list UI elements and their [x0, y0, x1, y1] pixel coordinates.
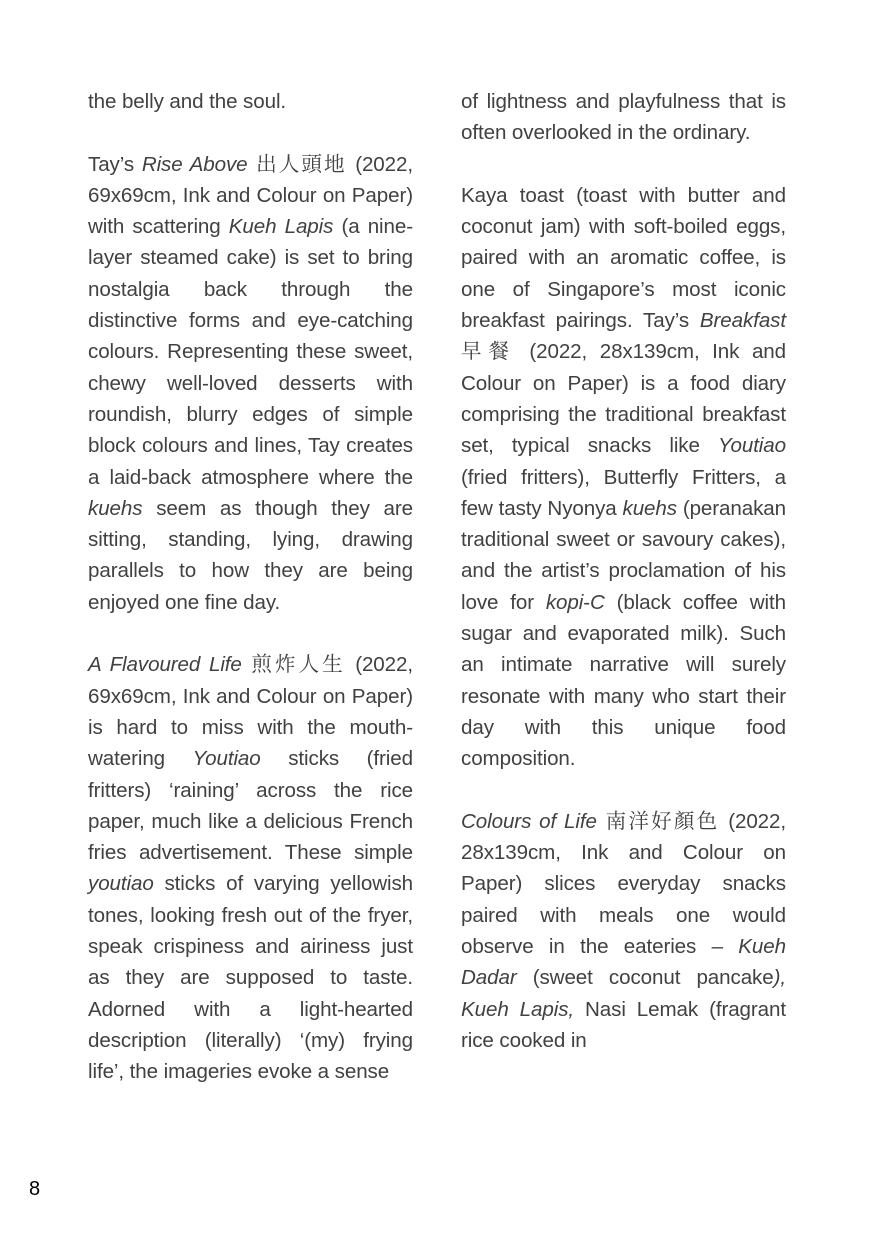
italic-text-segment: kopi [545, 590, 584, 614]
italic-text-segment: youtiao [88, 872, 154, 896]
italic-text-segment: C [589, 590, 605, 614]
text-segment: (2022, 69x69cm, Ink and Colour on Paper) is hard to miss with the mouth-watering [88, 653, 413, 771]
paragraph-a-flavoured-life [88, 649, 413, 1087]
text-segment: sticks of varying yellowish tones, looking fresh out of the fryer, speak crispiness and airiness just as they are supposed to taste. Adorned with a light-hearted description (literally) ‘(my) frying life’, the imageries evoke a sense [88, 872, 413, 1084]
page-number: 8 [29, 1178, 41, 1200]
italic-text-segment: Rise Above [141, 152, 248, 176]
paragraph-colours-of-life [461, 806, 786, 1056]
italic-text-segment: kuehs [88, 496, 143, 520]
italic-text-segment: Kueh Lapis [228, 215, 334, 239]
italic-text-segment: Breakfast [699, 309, 786, 333]
chinese-title-text: 早餐 [461, 339, 530, 364]
text-segment: - [583, 590, 590, 614]
italic-text-segment: A Flavoured Life [88, 653, 242, 677]
text-segment: (a nine-layer steamed cake) is set to bring nostalgia back through the distinctive forms and eye-catching colours. Representing these sweet, chewy well-loved desserts with roundish, blurry edges of simple block colours and lines, Tay creates a laid-back atmosphere where the [88, 215, 413, 489]
italic-text-segment: ), Kueh Lapis, [461, 966, 786, 1021]
paragraph [88, 86, 413, 117]
italic-text-segment: Kueh Dadar [461, 935, 786, 990]
text-segment: Kaya toast (toast with butter and coconut jam) with soft-boiled eggs, paired with an aromatic coffee, is one of Singapore’s most iconic breakfast pairings. Tay’s [461, 183, 786, 333]
text-segment: the belly and the soul. [88, 90, 287, 113]
paragraph-breakfast [461, 180, 786, 775]
text-segment: (fried fritters), Butterfly Fritters, a few tasty Nyonya [461, 465, 786, 520]
left-text-column [88, 86, 413, 1088]
text-segment: seem as though they are sitting, standing, lying, drawing parallels to how they are being enjoyed one fine day. [88, 496, 413, 614]
text-segment: (sweet coconut pancake [516, 966, 774, 990]
text-segment: (black coffee with sugar and evaporated milk). Such an intimate narrative will surely resonate with many who start their day with this unique food composition. [461, 590, 786, 771]
paragraph [461, 86, 786, 149]
right-text-column [461, 86, 786, 1056]
text-segment: (2022, 28x139cm, Ink and Colour on Paper) slices everyday snacks paired with meals one would observe in the eateries – [461, 809, 786, 959]
italic-text-segment: kuehs [622, 496, 677, 520]
chinese-title-text: 南洋好顏色 [596, 808, 729, 833]
italic-text-segment: Youtiao [717, 434, 786, 458]
text-segment: (2022, 28x139cm, Ink and Colour on Paper) is a food diary comprising the traditional breakfast set, typical snacks like [461, 340, 786, 458]
text-segment: sticks (fried fritters) ‘raining’ across the rice paper, much like a delicious French fries advertisement. These simple [88, 747, 413, 865]
italic-text-segment: Youtiao [192, 747, 261, 771]
text-segment: Nasi Lemak (fragrant rice cooked in [461, 997, 787, 1052]
chinese-title-text: 煎炸人生 [241, 652, 356, 677]
chinese-title-text: 出人頭地 [247, 151, 356, 176]
italic-text-segment: Colours of Life [461, 809, 597, 833]
text-segment: (2022, 69x69cm, Ink and Colour on Paper) with scattering [88, 152, 413, 239]
paragraph-rise-above [88, 149, 413, 618]
text-segment: of lightness and playfulness that is often overlooked in the ordinary. [461, 90, 786, 145]
text-segment: Tay’s [88, 152, 142, 176]
text-segment: (peranakan traditional sweet or savoury cakes), and the artist’s proclamation of his love for [461, 496, 786, 614]
